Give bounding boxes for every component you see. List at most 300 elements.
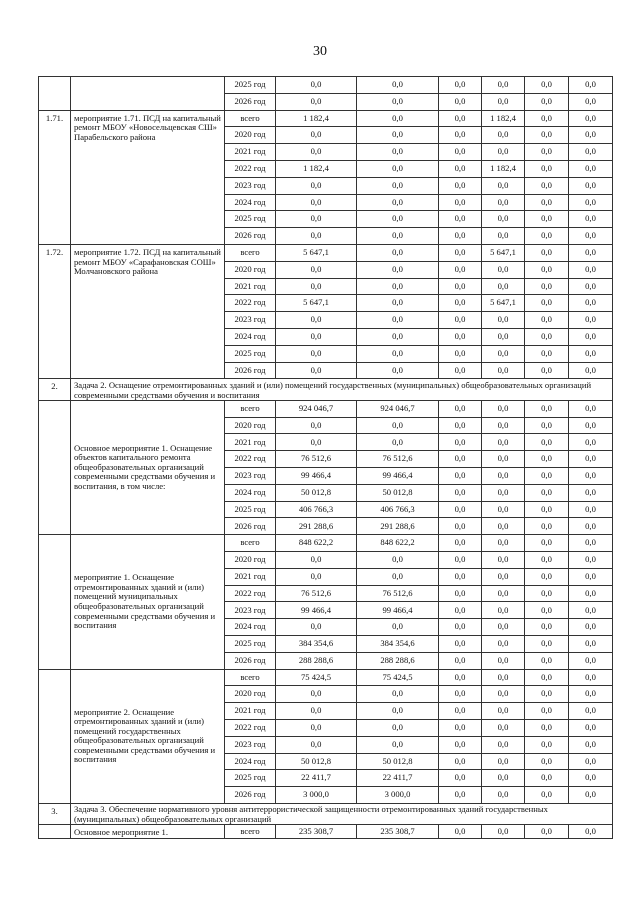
year-cell: 2024 год [225, 484, 276, 501]
year-cell: 2021 год [225, 278, 276, 295]
year-cell: всего [225, 110, 276, 127]
value-cell: 76 512,6 [357, 451, 439, 468]
value-cell: 0,0 [482, 434, 525, 451]
task-text: Задача 2. Оснащение отремонтированных зданий и (или) помещений государственных (муниципальных) общеобразовательных организаций современными средствами обучения и воспитания [71, 379, 613, 401]
value-cell: 0,0 [482, 177, 525, 194]
value-cell: 0,0 [569, 160, 613, 177]
value-cell: 99 466,4 [357, 602, 439, 619]
value-cell: 0,0 [525, 434, 569, 451]
value-cell: 0,0 [276, 261, 357, 278]
value-cell: 0,0 [569, 434, 613, 451]
value-cell: 0,0 [439, 652, 482, 669]
value-cell: 0,0 [482, 825, 525, 839]
value-cell: 0,0 [525, 770, 569, 787]
value-cell: 0,0 [439, 669, 482, 686]
value-cell: 50 012,8 [276, 484, 357, 501]
year-cell: 2021 год [225, 568, 276, 585]
value-cell: 0,0 [357, 160, 439, 177]
year-cell: 2023 год [225, 736, 276, 753]
value-cell: 0,0 [439, 127, 482, 144]
value-cell: 0,0 [439, 753, 482, 770]
value-cell: 0,0 [525, 77, 569, 94]
page-number: 30 [313, 44, 327, 59]
value-cell: 0,0 [276, 127, 357, 144]
value-cell: 0,0 [482, 468, 525, 485]
value-cell: 0,0 [482, 552, 525, 569]
value-cell: 50 012,8 [357, 484, 439, 501]
value-cell: 0,0 [525, 736, 569, 753]
value-cell: 0,0 [439, 703, 482, 720]
value-cell: 0,0 [357, 719, 439, 736]
value-cell: 0,0 [569, 552, 613, 569]
value-cell: 0,0 [439, 93, 482, 110]
value-cell: 0,0 [482, 278, 525, 295]
value-cell: 0,0 [569, 468, 613, 485]
value-cell: 235 308,7 [276, 825, 357, 839]
value-cell: 0,0 [525, 825, 569, 839]
value-cell: 99 466,4 [276, 468, 357, 485]
value-cell: 50 012,8 [276, 753, 357, 770]
value-cell: 0,0 [525, 345, 569, 362]
value-cell: 0,0 [525, 636, 569, 653]
value-cell: 0,0 [357, 278, 439, 295]
value-cell: 0,0 [482, 451, 525, 468]
value-cell: 0,0 [439, 484, 482, 501]
value-cell: 0,0 [482, 484, 525, 501]
year-cell: 2026 год [225, 93, 276, 110]
value-cell: 0,0 [482, 362, 525, 379]
year-cell: 2026 год [225, 518, 276, 535]
value-cell: 0,0 [525, 501, 569, 518]
task-row [39, 803, 613, 825]
value-cell: 0,0 [276, 93, 357, 110]
value-cell: 0,0 [276, 345, 357, 362]
value-cell: 0,0 [357, 211, 439, 228]
value-cell: 0,0 [482, 753, 525, 770]
item-number: 1.72. [39, 244, 71, 378]
value-cell: 0,0 [525, 753, 569, 770]
value-cell: 0,0 [482, 568, 525, 585]
table-row [39, 77, 613, 94]
task-row [39, 379, 613, 401]
value-cell: 0,0 [569, 93, 613, 110]
year-cell: 2023 год [225, 312, 276, 329]
value-cell: 1 182,4 [482, 110, 525, 127]
value-cell: 0,0 [569, 753, 613, 770]
item-number [39, 77, 71, 111]
item-number [39, 669, 71, 803]
value-cell: 0,0 [525, 652, 569, 669]
value-cell: 0,0 [439, 110, 482, 127]
year-cell: 2021 год [225, 144, 276, 161]
value-cell: 0,0 [482, 787, 525, 804]
value-cell: 22 411,7 [357, 770, 439, 787]
table-row [39, 110, 613, 127]
value-cell: 1 182,4 [276, 110, 357, 127]
year-cell: 2020 год [225, 552, 276, 569]
value-cell: 0,0 [525, 362, 569, 379]
value-cell: 0,0 [569, 261, 613, 278]
value-cell: 291 288,6 [357, 518, 439, 535]
year-cell: 2021 год [225, 703, 276, 720]
value-cell: 0,0 [439, 144, 482, 161]
value-cell: 0,0 [569, 787, 613, 804]
value-cell: 0,0 [569, 585, 613, 602]
year-cell: 2025 год [225, 211, 276, 228]
value-cell: 0,0 [482, 719, 525, 736]
value-cell: 0,0 [525, 244, 569, 261]
value-cell: 5 647,1 [276, 295, 357, 312]
value-cell: 0,0 [357, 362, 439, 379]
value-cell: 0,0 [439, 160, 482, 177]
value-cell: 0,0 [482, 585, 525, 602]
value-cell: 0,0 [276, 736, 357, 753]
value-cell: 384 354,6 [357, 636, 439, 653]
value-cell: 0,0 [276, 619, 357, 636]
value-cell: 0,0 [482, 736, 525, 753]
value-cell: 0,0 [439, 619, 482, 636]
year-cell: всего [225, 400, 276, 417]
value-cell: 0,0 [439, 719, 482, 736]
value-cell: 0,0 [525, 719, 569, 736]
value-cell: 0,0 [276, 177, 357, 194]
value-cell: 0,0 [482, 144, 525, 161]
value-cell: 0,0 [569, 719, 613, 736]
value-cell: 0,0 [439, 686, 482, 703]
value-cell: 406 766,3 [276, 501, 357, 518]
value-cell: 0,0 [439, 825, 482, 839]
value-cell: 0,0 [357, 417, 439, 434]
value-cell: 0,0 [357, 434, 439, 451]
value-cell: 0,0 [439, 552, 482, 569]
year-cell: 2026 год [225, 362, 276, 379]
year-cell: 2022 год [225, 451, 276, 468]
value-cell: 0,0 [357, 736, 439, 753]
value-cell: 0,0 [439, 295, 482, 312]
value-cell: 0,0 [569, 770, 613, 787]
value-cell: 406 766,3 [357, 501, 439, 518]
value-cell: 0,0 [569, 345, 613, 362]
value-cell: 0,0 [569, 518, 613, 535]
value-cell: 0,0 [482, 400, 525, 417]
value-cell: 924 046,7 [357, 400, 439, 417]
value-cell: 0,0 [569, 568, 613, 585]
value-cell: 5 647,1 [276, 244, 357, 261]
value-cell: 0,0 [439, 736, 482, 753]
year-cell: всего [225, 535, 276, 552]
value-cell: 0,0 [276, 686, 357, 703]
year-cell: 2025 год [225, 770, 276, 787]
value-cell: 0,0 [525, 619, 569, 636]
year-cell: всего [225, 825, 276, 839]
value-cell: 0,0 [276, 328, 357, 345]
task-number: 2. [39, 379, 71, 401]
value-cell: 0,0 [439, 400, 482, 417]
item-name: мероприятие 2. Оснащение отремонтированных зданий и (или) помещений государственных общеобразовательных организаций современными средствами обучения и воспитания [71, 669, 225, 803]
value-cell: 0,0 [357, 619, 439, 636]
value-cell: 0,0 [525, 468, 569, 485]
value-cell: 0,0 [569, 177, 613, 194]
value-cell: 0,0 [525, 535, 569, 552]
table-row [39, 669, 613, 686]
value-cell: 0,0 [276, 719, 357, 736]
value-cell: 0,0 [525, 144, 569, 161]
value-cell: 0,0 [569, 602, 613, 619]
task-text: Задача 3. Обеспечение нормативного уровня антитеррористической защищенности отремонтированных зданий государственных (муниципальных) общеобразовательных организаций [71, 803, 613, 825]
year-cell: 2023 год [225, 468, 276, 485]
value-cell: 99 466,4 [357, 468, 439, 485]
value-cell: 0,0 [357, 312, 439, 329]
value-cell: 0,0 [525, 312, 569, 329]
value-cell: 0,0 [482, 602, 525, 619]
year-cell: 2026 год [225, 787, 276, 804]
value-cell: 0,0 [357, 568, 439, 585]
value-cell: 0,0 [525, 261, 569, 278]
value-cell: 0,0 [439, 535, 482, 552]
value-cell: 0,0 [439, 468, 482, 485]
value-cell: 0,0 [357, 552, 439, 569]
value-cell: 0,0 [525, 211, 569, 228]
value-cell: 75 424,5 [357, 669, 439, 686]
year-cell: 2026 год [225, 228, 276, 245]
value-cell: 0,0 [569, 400, 613, 417]
value-cell: 0,0 [569, 669, 613, 686]
value-cell: 0,0 [482, 312, 525, 329]
year-cell: 2023 год [225, 177, 276, 194]
value-cell: 1 182,4 [482, 160, 525, 177]
value-cell: 0,0 [569, 144, 613, 161]
year-cell: 2025 год [225, 345, 276, 362]
value-cell: 0,0 [276, 417, 357, 434]
year-cell: 2026 год [225, 652, 276, 669]
item-name: мероприятие 1.71. ПСД на капитальный ремонт МБОУ «Новосельцевская СШ» Парабельского района [71, 110, 225, 244]
table-row [39, 244, 613, 261]
value-cell: 0,0 [439, 568, 482, 585]
value-cell: 0,0 [569, 127, 613, 144]
value-cell: 0,0 [569, 312, 613, 329]
year-cell: 2024 год [225, 328, 276, 345]
value-cell: 3 000,0 [357, 787, 439, 804]
value-cell: 0,0 [569, 652, 613, 669]
item-number [39, 825, 71, 839]
value-cell: 0,0 [569, 328, 613, 345]
value-cell: 3 000,0 [276, 787, 357, 804]
value-cell: 0,0 [482, 669, 525, 686]
value-cell: 0,0 [525, 518, 569, 535]
value-cell: 0,0 [276, 77, 357, 94]
year-cell: 2024 год [225, 194, 276, 211]
value-cell: 0,0 [439, 434, 482, 451]
value-cell: 0,0 [439, 787, 482, 804]
value-cell: 5 647,1 [482, 244, 525, 261]
value-cell: 0,0 [569, 501, 613, 518]
value-cell: 0,0 [357, 93, 439, 110]
value-cell: 0,0 [482, 518, 525, 535]
value-cell: 0,0 [276, 568, 357, 585]
item-name: Основное мероприятие 1. [71, 825, 225, 839]
value-cell: 0,0 [276, 144, 357, 161]
value-cell: 0,0 [569, 110, 613, 127]
year-cell: 2024 год [225, 619, 276, 636]
value-cell: 0,0 [439, 77, 482, 94]
value-cell: 0,0 [482, 328, 525, 345]
value-cell: 0,0 [569, 619, 613, 636]
value-cell: 0,0 [482, 652, 525, 669]
value-cell: 0,0 [439, 312, 482, 329]
value-cell: 0,0 [357, 194, 439, 211]
value-cell: 0,0 [439, 585, 482, 602]
value-cell: 0,0 [525, 160, 569, 177]
value-cell: 0,0 [482, 417, 525, 434]
value-cell: 76 512,6 [357, 585, 439, 602]
value-cell: 0,0 [569, 484, 613, 501]
value-cell: 0,0 [525, 669, 569, 686]
value-cell: 0,0 [276, 211, 357, 228]
value-cell: 1 182,4 [276, 160, 357, 177]
value-cell: 0,0 [482, 703, 525, 720]
value-cell: 0,0 [569, 211, 613, 228]
value-cell: 0,0 [357, 110, 439, 127]
value-cell: 0,0 [525, 417, 569, 434]
value-cell: 0,0 [357, 345, 439, 362]
value-cell: 0,0 [439, 211, 482, 228]
value-cell: 0,0 [357, 127, 439, 144]
value-cell: 0,0 [357, 177, 439, 194]
value-cell: 848 622,2 [357, 535, 439, 552]
value-cell: 0,0 [525, 228, 569, 245]
year-cell: 2024 год [225, 753, 276, 770]
value-cell: 924 046,7 [276, 400, 357, 417]
value-cell: 0,0 [525, 568, 569, 585]
value-cell: 0,0 [439, 244, 482, 261]
value-cell: 0,0 [525, 484, 569, 501]
value-cell: 0,0 [569, 451, 613, 468]
value-cell: 0,0 [357, 228, 439, 245]
year-cell: 2020 год [225, 417, 276, 434]
value-cell: 0,0 [276, 362, 357, 379]
value-cell: 0,0 [569, 244, 613, 261]
year-cell: 2023 год [225, 602, 276, 619]
value-cell: 0,0 [569, 77, 613, 94]
year-cell: 2025 год [225, 636, 276, 653]
value-cell: 0,0 [569, 278, 613, 295]
value-cell: 0,0 [569, 703, 613, 720]
value-cell: 0,0 [569, 228, 613, 245]
value-cell: 0,0 [439, 636, 482, 653]
value-cell: 0,0 [482, 127, 525, 144]
value-cell: 99 466,4 [276, 602, 357, 619]
value-cell: 0,0 [439, 770, 482, 787]
value-cell: 0,0 [439, 328, 482, 345]
value-cell: 0,0 [569, 686, 613, 703]
value-cell: 0,0 [482, 686, 525, 703]
value-cell: 0,0 [525, 177, 569, 194]
value-cell: 5 647,1 [482, 295, 525, 312]
value-cell: 0,0 [276, 703, 357, 720]
financing-table [38, 76, 613, 839]
value-cell: 0,0 [482, 535, 525, 552]
value-cell: 0,0 [357, 328, 439, 345]
value-cell: 288 288,6 [357, 652, 439, 669]
value-cell: 0,0 [482, 770, 525, 787]
year-cell: 2025 год [225, 501, 276, 518]
value-cell: 0,0 [482, 228, 525, 245]
value-cell: 0,0 [439, 261, 482, 278]
task-number: 3. [39, 803, 71, 825]
item-name: мероприятие 1. Оснащение отремонтированных зданий и (или) помещений муниципальных общеобразовательных организаций современными средствами обучения и воспитания [71, 535, 225, 669]
value-cell: 0,0 [357, 295, 439, 312]
value-cell: 0,0 [357, 144, 439, 161]
value-cell: 0,0 [525, 787, 569, 804]
value-cell: 0,0 [439, 278, 482, 295]
value-cell: 0,0 [482, 619, 525, 636]
value-cell: 0,0 [525, 686, 569, 703]
value-cell: 50 012,8 [357, 753, 439, 770]
value-cell: 0,0 [276, 312, 357, 329]
value-cell: 0,0 [569, 825, 613, 839]
value-cell: 0,0 [569, 362, 613, 379]
value-cell: 0,0 [439, 501, 482, 518]
value-cell: 0,0 [482, 636, 525, 653]
value-cell: 0,0 [276, 278, 357, 295]
year-cell: всего [225, 244, 276, 261]
value-cell: 0,0 [525, 451, 569, 468]
year-cell: 2021 год [225, 434, 276, 451]
value-cell: 0,0 [276, 434, 357, 451]
year-cell: 2022 год [225, 295, 276, 312]
value-cell: 0,0 [439, 417, 482, 434]
item-name [71, 77, 225, 111]
value-cell: 0,0 [439, 518, 482, 535]
table-row [39, 825, 613, 839]
value-cell: 0,0 [482, 501, 525, 518]
value-cell: 288 288,6 [276, 652, 357, 669]
value-cell: 0,0 [357, 244, 439, 261]
value-cell: 0,0 [357, 261, 439, 278]
value-cell: 0,0 [276, 228, 357, 245]
value-cell: 0,0 [525, 602, 569, 619]
value-cell: 0,0 [569, 295, 613, 312]
item-name: Основное мероприятие 1. Оснащение объектов капитального ремонта общеобразовательных организаций современными средствами обучения и воспитания, в том числе: [71, 400, 225, 534]
year-cell: 2022 год [225, 585, 276, 602]
value-cell: 235 308,7 [357, 825, 439, 839]
value-cell: 0,0 [569, 736, 613, 753]
value-cell: 0,0 [525, 127, 569, 144]
value-cell: 0,0 [439, 602, 482, 619]
value-cell: 0,0 [357, 77, 439, 94]
value-cell: 0,0 [276, 552, 357, 569]
value-cell: 0,0 [482, 261, 525, 278]
value-cell: 0,0 [482, 345, 525, 362]
item-name: мероприятие 1.72. ПСД на капитальный ремонт МБОУ «Сарафановская СОШ» Молчановского района [71, 244, 225, 378]
value-cell: 75 424,5 [276, 669, 357, 686]
value-cell: 0,0 [482, 211, 525, 228]
year-cell: 2020 год [225, 261, 276, 278]
year-cell: 2025 год [225, 77, 276, 94]
value-cell: 384 354,6 [276, 636, 357, 653]
value-cell: 291 288,6 [276, 518, 357, 535]
value-cell: 0,0 [525, 110, 569, 127]
item-number [39, 400, 71, 534]
table-row [39, 400, 613, 417]
value-cell: 76 512,6 [276, 451, 357, 468]
value-cell: 0,0 [357, 703, 439, 720]
year-cell: 2020 год [225, 127, 276, 144]
value-cell: 0,0 [439, 362, 482, 379]
value-cell: 0,0 [525, 278, 569, 295]
table-row [39, 535, 613, 552]
value-cell: 0,0 [525, 400, 569, 417]
